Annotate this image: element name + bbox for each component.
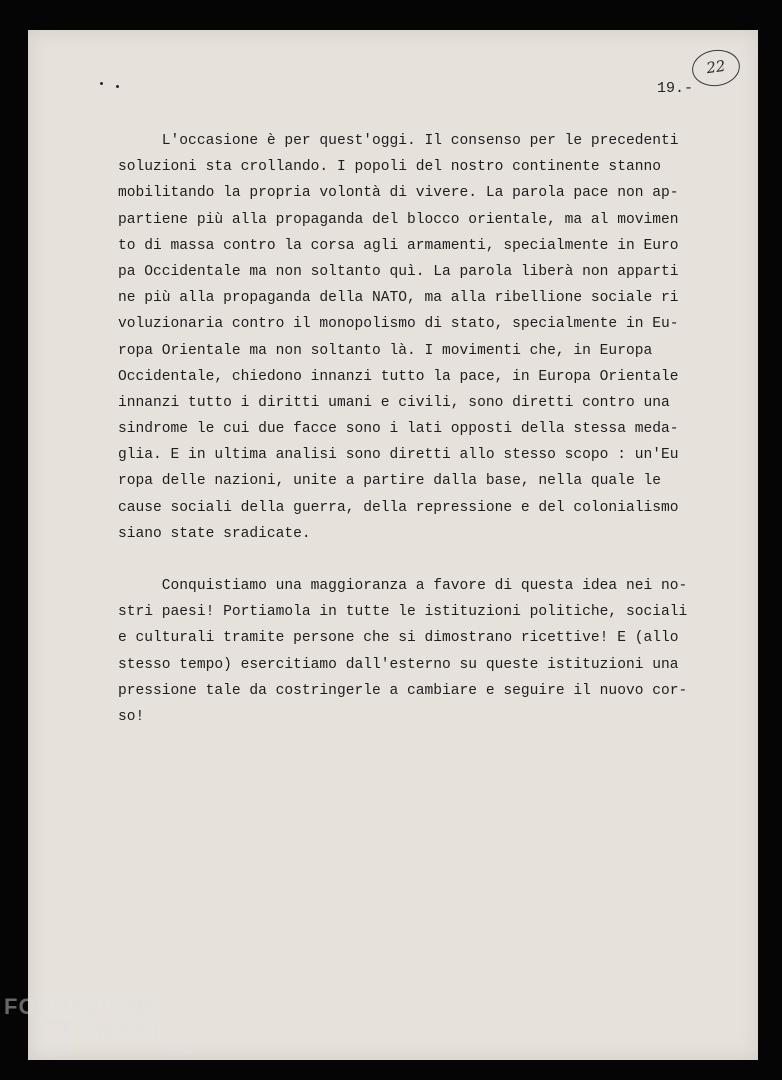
archive-number-stamp: 22 [690,47,743,89]
text-line: soluzioni sta crollando. I popoli del nostro continente stanno [118,159,661,176]
paragraph [118,573,708,730]
watermark-logo [4,994,194,1074]
text-line: cause sociali della guerra, della repressione e del colonialismo [118,499,679,516]
body-text [118,128,708,730]
page-number: 19.- [657,80,694,97]
text-line: Occidentale, chiedono innanzi tutto la pace, in Europa Orientale [118,368,679,385]
text-line: partiene più alla propaganda del blocco orientale, ma al movimen [118,211,679,228]
text-line: ropa Orientale ma non soltanto là. I movimenti che, in Europa [118,342,653,359]
text-line: pressione tale da costringerle a cambiare e seguire il nuovo cor- [118,682,688,699]
text-line: voluzionaria contro il monopolismo di stato, specialmente in Eu- [118,316,679,333]
text-line: sindrome le cui due facce sono i lati opposti della stessa meda- [118,421,679,438]
text-line: glia. E in ultima analisi sono diretti allo stesso scopo : un'Eu [118,447,679,464]
text-line: so! [118,708,145,725]
text-line: to di massa contro la corsa agli armamenti, specialmente in Euro [118,237,679,254]
watermark-suffix: onlus [164,1046,193,1056]
text-line: mobilitando la propria volontà di vivere. La parola pace non ap- [118,185,679,202]
text-line: ne più alla propaganda della NATO, ma alla ribellione sociale ri [118,290,679,307]
text-line: Conquistiamo una maggioranza a favore di questa idea nei no- [118,578,688,594]
text-line: stesso tempo) esercitiamo dall'esterno su queste istituzioni una [118,656,679,673]
text-line: siano state sradicate. [118,525,311,542]
paragraph [118,128,708,547]
text-line: stri paesi! Portiamola in tutte le istituzioni politiche, sociali [118,604,688,621]
text-line: L'occasione è per quest'oggi. Il consenso per le precedenti [118,133,679,149]
watermark-line1: FONDAZIONE [4,994,160,1019]
text-line: pa Occidentale ma non soltanto quì. La parola liberà non apparti [118,263,679,280]
paragraph-gap [118,547,708,573]
watermark-line2: RAMSCI [62,1018,161,1043]
paper-specks [100,82,124,90]
text-line: ropa delle nazioni, unite a partire dalla base, nella quale le [118,473,661,490]
text-line: innanzi tutto i diritti umani e civili, sono diretti contro una [118,394,670,411]
text-line: e culturali tramite persone che si dimostrano ricettive! E (allo [118,630,679,647]
